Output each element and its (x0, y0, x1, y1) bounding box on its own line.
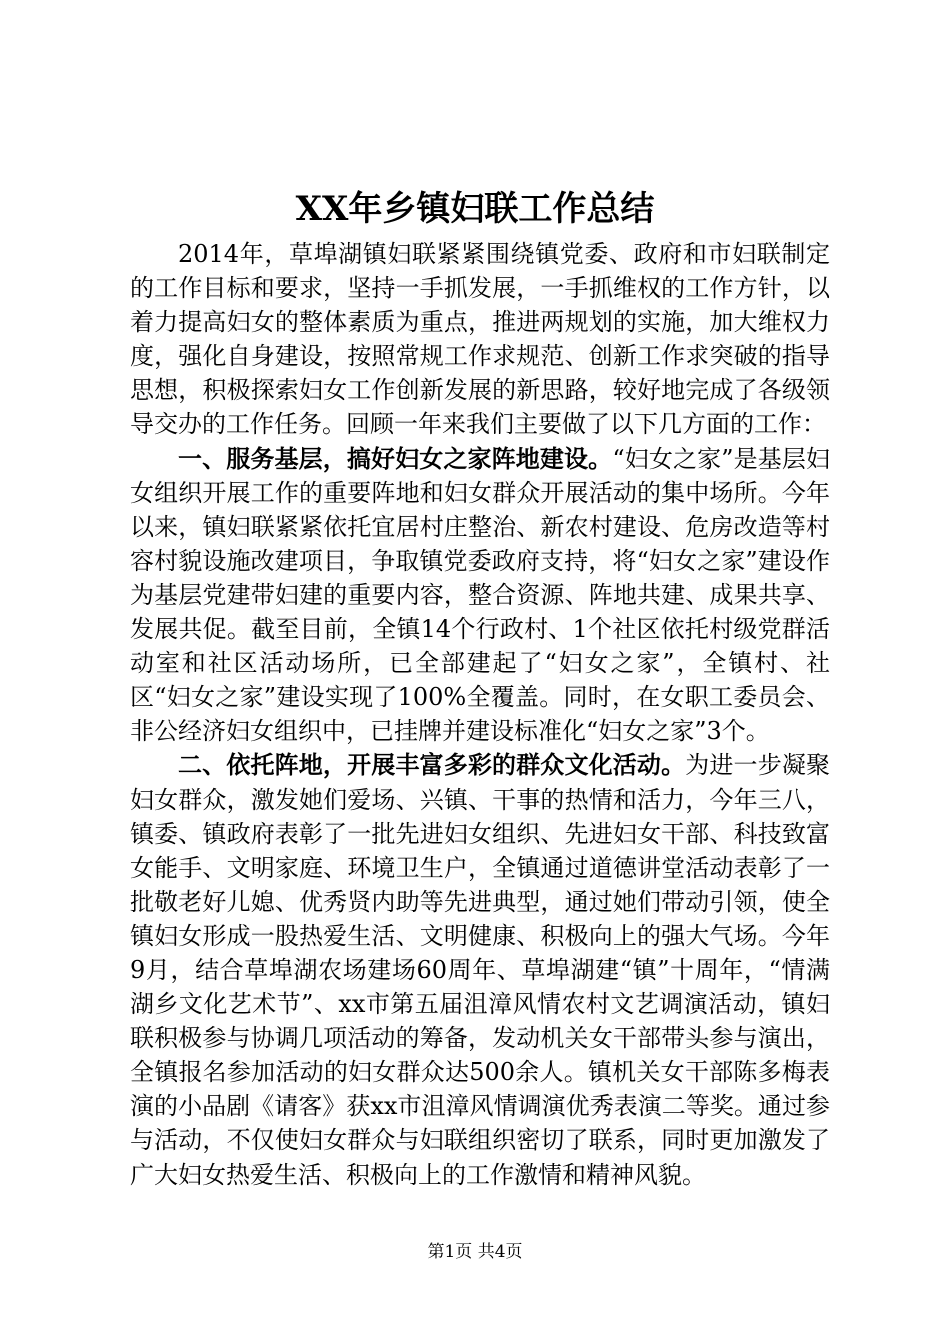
paragraph-text: 2014年，草埠湖镇妇联紧紧围绕镇党委、政府和市妇联制定的工作目标和要求，坚持一手抓发展，一手抓维权的工作方针，以着力提高妇女的整体素质为重点，推进两规划的实施，加大维权力度，强化自身建设，按照常规工作求规范、创新工作求突破的指导思想，积极探索妇女工作创新发展的新思路，较好地完成了各级领导交办的工作任务。回顾一年来我们主要做了以下几方面的工作： (130, 240, 830, 439)
page-number-footer: 第1页 共4页 (427, 1242, 523, 1262)
paragraph-intro (130, 237, 830, 442)
document-body (130, 237, 830, 1192)
section-heading: 二、依托阵地，开展丰富多彩的群众文化活动。 (178, 750, 686, 780)
section-heading: 一、服务基层，搞好妇女之家阵地建设。 (178, 443, 613, 473)
paragraph-text: 为进一步凝聚妇女群众，激发她们爱场、兴镇、干事的热情和活力，今年三八，镇委、镇政府表彰了一批先进妇女组织、先进妇女干部、科技致富女能手、文明家庭、环境卫生户，全镇通过道德讲堂活动表彰了一批敬老好儿媳、优秀贤内助等先进典型，通过她们带动引领，使全镇妇女形成一股热爱生活、文明健康、积极向上的强大气场。今年9月，结合草埠湖农场建场60周年、草埠湖建“镇”十周年，“情满湖乡文化艺术节”、xx市第五届沮漳风情农村文艺调演活动，镇妇联积极参与协调几项活动的筹备，发动机关女干部带头参与演出，全镇报名参加活动的妇女群众达500余人。镇机关女干部陈多梅表演的小品剧《请客》获xx市沮漳风情调演优秀表演二等奖。通过参与活动，不仅使妇女群众与妇联组织密切了联系，同时更加激发了广大妇女热爱生活、积极向上的工作激情和精神风貌。 (130, 751, 831, 1189)
paragraph-section-2 (130, 748, 830, 1191)
paragraph-text: “妇女之家”是基层妇女组织开展工作的重要阵地和妇女群众开展活动的集中场所。今年以来，镇妇联紧紧依托宜居村庄整治、新农村建设、危房改造等村容村貌设施改建项目，争取镇党委政府支持，将“妇女之家”建设作为基层党建带妇建的重要内容，整合资源、阵地共建、成果共享、发展共促。截至目前，全镇14个行政村、1个社区依托村级党群活动室和社区活动场所，已全部建起了“妇女之家”，全镇村、社区“妇女之家”建设实现了100%全覆盖。同时，在女职工委员会、非公经济妇女组织中，已挂牌并建设标准化“妇女之家”3个。 (130, 444, 831, 746)
document-title: XX年乡镇妇联工作总结 (295, 189, 655, 229)
paragraph-section-1 (130, 442, 830, 749)
